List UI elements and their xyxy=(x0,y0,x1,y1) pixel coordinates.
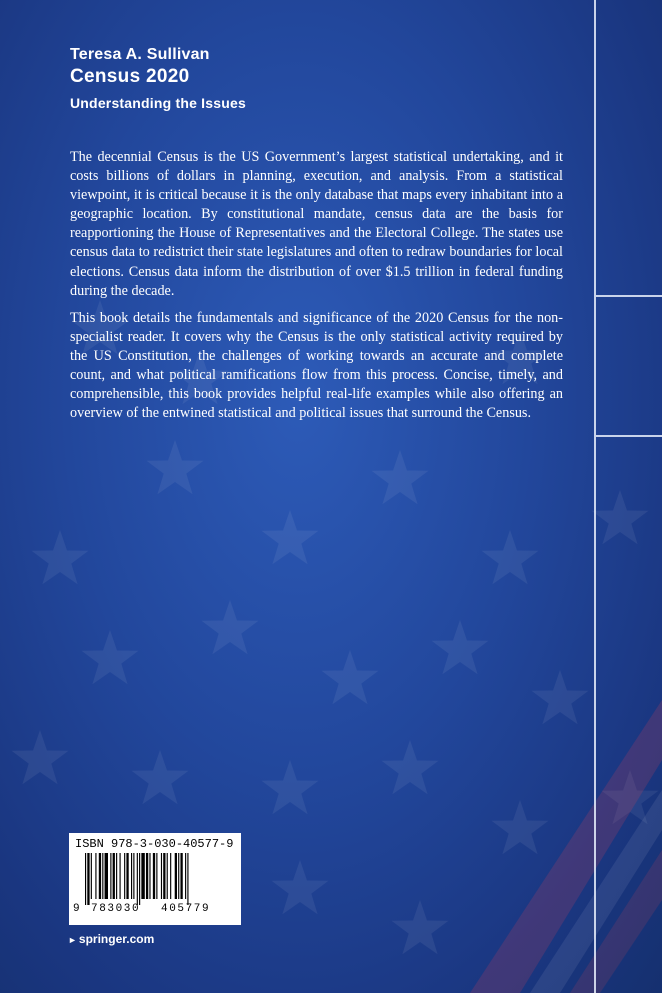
publisher-link[interactable] xyxy=(68,932,154,946)
barcode-bar xyxy=(180,853,182,899)
publisher-url: springer.com xyxy=(78,932,155,946)
barcode-digit-first: 9 xyxy=(73,903,80,915)
isbn-label: ISBN 978-3-030-40577-9 xyxy=(75,837,234,851)
barcode-bar xyxy=(178,853,179,899)
barcode-bar xyxy=(185,853,186,899)
barcode-bar xyxy=(187,853,188,905)
barcode-bar xyxy=(105,853,108,899)
barcode-bar xyxy=(116,853,117,899)
barcode-bar xyxy=(110,853,111,899)
blurb-paragraph-2: This book details the fundamentals and significance of the 2020 Census for the non-specialist reader. It covers why the Census is the only statistical activity required by the US Constitution, the challenges of working towards an accurate and complete count, and what political ramifications flow from this process. Concise, timely, and comprehensible, this book provides helpful real-life examples while also offering an overview of the entwined statistical and political issues that surround the Census. xyxy=(70,310,563,422)
barcode-bar xyxy=(113,853,115,899)
barcode-bar xyxy=(163,853,165,899)
barcode-bar xyxy=(124,853,125,899)
barcode-bar xyxy=(141,853,144,899)
barcode-bar xyxy=(85,853,86,905)
spine-divider-line xyxy=(594,0,596,993)
barcode-bar xyxy=(133,853,134,899)
barcode-bar xyxy=(91,853,92,899)
barcode-bar xyxy=(102,853,103,899)
book-title: Census 2020 xyxy=(70,66,190,87)
barcode-bar xyxy=(146,853,148,899)
barcode-bar xyxy=(126,853,128,899)
barcode-bar xyxy=(170,853,171,899)
barcode-bar xyxy=(153,853,155,899)
blurb-paragraph-1: The decennial Census is the US Government’s largest statistical undertaking, and it costs billions of dollars in planning, execution, and analysis. From a statistical viewpoint, it is critical because it is the only database that maps every inhabitant into a geographic location. By constitutional mandate, census data are the basis for reapportioning the House of Representatives and the Electoral College. The states use census data to redistrict their state legislatures and often to redraw boundaries for local elections. Census data inform the distribution of over $1.5 trillion in federal funding during the decade. xyxy=(70,149,563,299)
book-subtitle: Understanding the Issues xyxy=(70,95,246,111)
barcode-bar xyxy=(99,853,101,899)
barcode-bar xyxy=(137,853,138,905)
spine-rule-lower xyxy=(596,435,662,437)
isbn-barcode xyxy=(69,833,241,925)
author-name: Teresa A. Sullivan xyxy=(70,46,210,63)
barcode-bar xyxy=(156,853,157,899)
barcode-digits-left: 783030 xyxy=(91,903,141,915)
barcode-bar xyxy=(120,853,121,899)
arrow-icon: ► xyxy=(68,935,77,945)
barcode-bar xyxy=(131,853,132,899)
barcode-bar xyxy=(167,853,168,899)
barcode-bars xyxy=(77,853,233,905)
barcode-bar xyxy=(161,853,162,899)
barcode-bar xyxy=(139,853,140,905)
barcode-bar xyxy=(175,853,177,899)
barcode-bar xyxy=(87,853,89,905)
barcode-bar xyxy=(95,853,96,899)
spine-rule-upper xyxy=(596,295,662,297)
barcode-bar xyxy=(149,853,150,899)
barcode-digits-right: 405779 xyxy=(161,903,211,915)
